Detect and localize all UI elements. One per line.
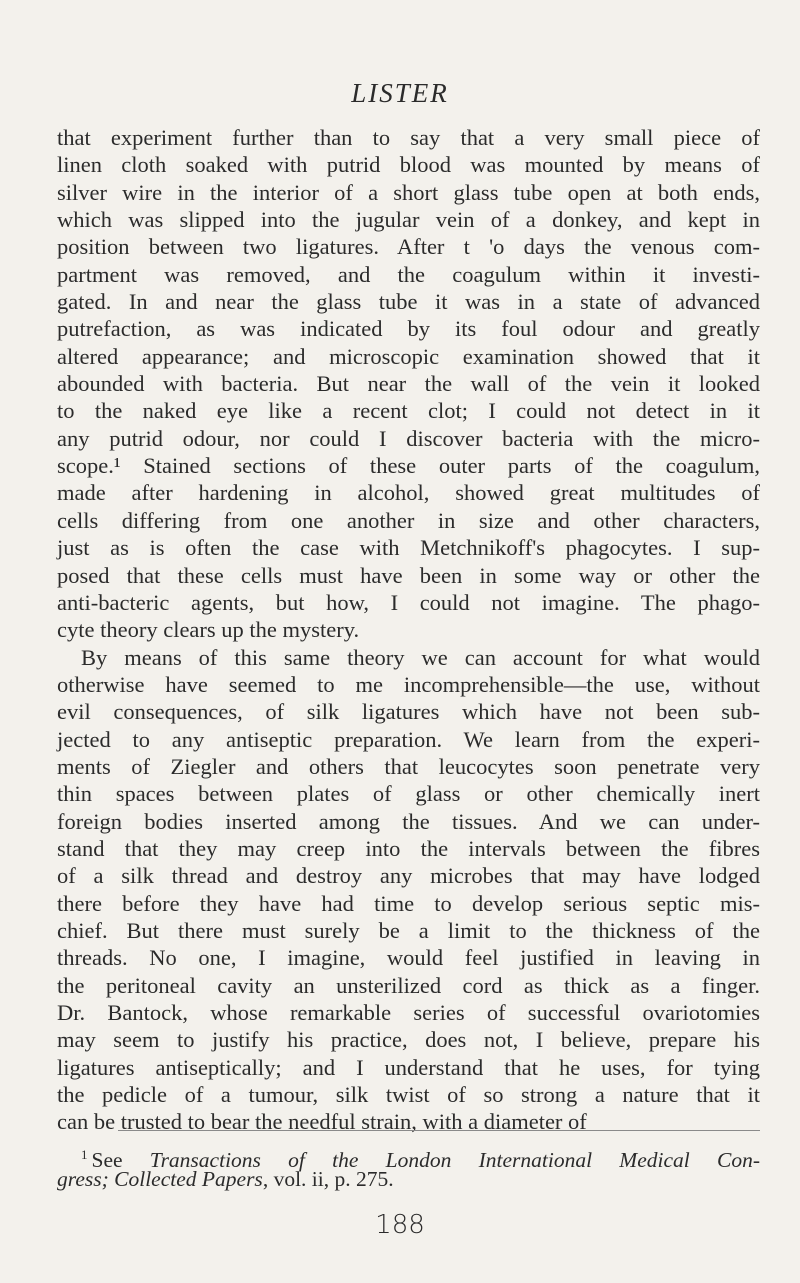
text-line: of a silk thread and destroy any microbes that may have lodged: [57, 863, 760, 889]
text-line: By means of this same theory we can account for what would: [81, 644, 760, 670]
text-line: thin spaces between plates of glass or other chemically inert: [57, 781, 760, 807]
text-line: posed that these cells must have been in some way or other the: [57, 562, 760, 588]
text-line: stand that they may creep into the intervals between the fibres: [57, 835, 760, 861]
text-line: ments of Ziegler and others that leucocytes soon penetrate very: [57, 753, 760, 779]
text-line: silver wire in the interior of a short glass tube open at both ends,: [57, 179, 760, 205]
text-line: just as is often the case with Metchnikoff's phagocytes. I sup-: [57, 535, 760, 561]
text-line: ligatures antiseptically; and I understand that he uses, for tying: [57, 1054, 760, 1080]
text-line: there before they have had time to develop serious septic mis-: [57, 890, 760, 916]
footnote: [57, 1142, 760, 1192]
text-line: made after hardening in alcohol, showed great multitudes of: [57, 480, 760, 506]
text-line: gated. In and near the glass tube it was in a state of advanced: [57, 289, 760, 315]
text-line: partment was removed, and the coagulum within it investi-: [57, 261, 760, 287]
footnote-line: [57, 1142, 760, 1173]
footnote-marker: 1: [81, 1147, 88, 1162]
footnote-prefix: See: [91, 1148, 150, 1173]
body-text: [57, 124, 760, 1136]
text-line: Dr. Bantock, whose remarkable series of successful ovariotomies: [57, 1000, 760, 1025]
text-line: scope.¹ Stained sections of these outer parts of the coagulum,: [57, 453, 760, 479]
footnote-suffix: , vol. ii, p. 275.: [262, 1167, 394, 1191]
text-line: that experiment further than to say that a very small piece of: [57, 125, 760, 150]
text-line: may seem to justify his practice, does not, I believe, prepare his: [57, 1027, 760, 1053]
footnote-title-cont: gress; Collected Papers: [57, 1167, 263, 1191]
text-line: which was slipped into the jugular vein of a donkey, and kept in: [57, 207, 760, 233]
text-line: foreign bodies inserted among the tissues. And we can under-: [57, 808, 760, 834]
text-line: putrefaction, as was indicated by its foul odour and greatly: [57, 316, 760, 342]
text-line: jected to any antiseptic preparation. We learn from the experi-: [57, 726, 760, 752]
text-line: abounded with bacteria. But near the wall of the vein it looked: [57, 371, 760, 397]
text-line: position between two ligatures. After t 'o days the venous com-: [57, 234, 760, 260]
text-line: anti-bacteric agents, but how, I could not imagine. The phago-: [57, 589, 760, 615]
running-head: LISTER: [351, 78, 449, 108]
text-line: otherwise have seemed to me incomprehensible—the use, without: [57, 671, 760, 697]
text-line: linen cloth soaked with putrid blood was mounted by means of: [57, 152, 760, 178]
text-line: to the naked eye like a recent clot; I could not detect in it: [57, 398, 760, 424]
text-line: cyte theory clears up the mystery.: [57, 617, 360, 643]
text-line: any putrid odour, nor could I discover bacteria with the micro-: [57, 425, 760, 451]
footnote-rule: [118, 1130, 760, 1131]
text-line: the peritoneal cavity an unsterilized cord as thick as a finger.: [57, 972, 760, 998]
text-line: can be trusted to bear the needful strain, with a diameter of: [57, 1109, 587, 1135]
text-line: evil consequences, of silk ligatures which have not been sub-: [57, 699, 760, 725]
page-number: 188: [375, 1210, 425, 1240]
footnote-title: Transactions of the London International Medical Con-: [149, 1148, 760, 1173]
text-line: cells differing from one another in size and other characters,: [57, 507, 760, 533]
text-line: altered appearance; and microscopic examination showed that it: [57, 343, 760, 369]
text-line: threads. No one, I imagine, would feel justified in leaving in: [57, 945, 760, 971]
text-line: the pedicle of a tumour, silk twist of so strong a nature that it: [57, 1082, 760, 1108]
text-line: chief. But there must surely be a limit to the thickness of the: [57, 917, 760, 943]
